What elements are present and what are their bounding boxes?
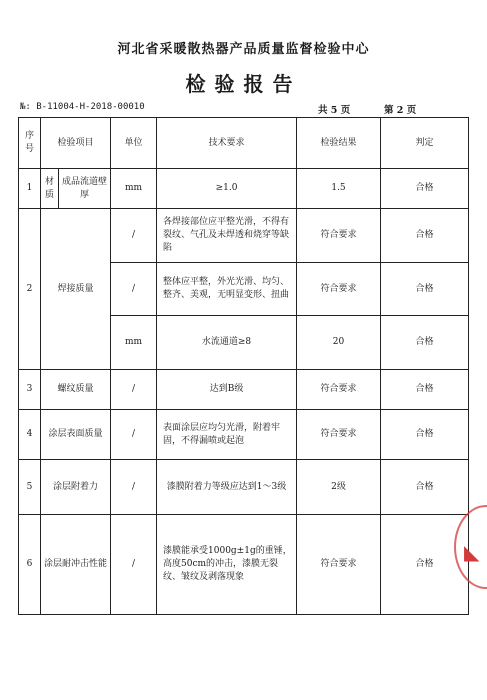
header-no: 序号 bbox=[19, 118, 41, 169]
total-pages: 共 5 页 bbox=[318, 105, 351, 116]
row-item: 螺纹质量 bbox=[41, 370, 111, 410]
row-unit: / bbox=[111, 515, 157, 615]
row-result: 符合要求 bbox=[297, 263, 381, 316]
header-item: 检验项目 bbox=[41, 118, 111, 169]
report-number: №: B-11004-H-2018-00010 bbox=[20, 102, 145, 112]
row-verdict: 合格 bbox=[381, 169, 469, 209]
row-requirement: 表面涂层应均匀光滑，附着牢固，不得漏喷或起泡 bbox=[157, 410, 297, 460]
row-unit: / bbox=[111, 263, 157, 316]
row-requirement: 整体应平整，外光光滑、均匀、整齐、美观，无明显变形、扭曲 bbox=[157, 263, 297, 316]
row-verdict: 合格 bbox=[381, 263, 469, 316]
row-verdict: 合格 bbox=[381, 370, 469, 410]
seal-mark-icon: ◣ bbox=[464, 540, 480, 564]
row-unit: mm bbox=[111, 316, 157, 370]
table-row bbox=[19, 370, 469, 410]
row-unit: / bbox=[111, 460, 157, 515]
table-row bbox=[19, 410, 469, 460]
row-unit: / bbox=[111, 370, 157, 410]
row-result: 符合要求 bbox=[297, 370, 381, 410]
row-requirement: 达到B级 bbox=[157, 370, 297, 410]
row-result: 20 bbox=[297, 316, 381, 370]
row-verdict: 合格 bbox=[381, 515, 469, 615]
row-result: 符合要求 bbox=[297, 209, 381, 263]
row-item: 成品流道壁厚 bbox=[59, 169, 111, 209]
page-number: 第 2 页 bbox=[384, 105, 417, 116]
row-unit: / bbox=[111, 209, 157, 263]
row-requirement: 漆膜能承受1000g±1g的重锤，高度50cm的冲击，漆膜无裂纹、皱纹及剥落现象 bbox=[157, 515, 297, 615]
row-unit: / bbox=[111, 410, 157, 460]
row-unit: mm bbox=[111, 169, 157, 209]
row-result: 符合要求 bbox=[297, 410, 381, 460]
header-result: 检验结果 bbox=[297, 118, 381, 169]
row-verdict: 合格 bbox=[381, 316, 469, 370]
row-requirement: 各焊接部位应平整光滑，不得有裂纹、气孔及未焊透和烧穿等缺陷 bbox=[157, 209, 297, 263]
row-item: 涂层附着力 bbox=[41, 460, 111, 515]
row-no: 2 bbox=[19, 209, 41, 370]
organization-name: 河北省采暖散热器产品质量监督检验中心 bbox=[117, 42, 370, 57]
table-header-row bbox=[19, 118, 469, 169]
row-no: 1 bbox=[19, 169, 41, 209]
row-no: 4 bbox=[19, 410, 41, 460]
row-requirement: 水流通道≥8 bbox=[157, 316, 297, 370]
table-row bbox=[19, 169, 469, 209]
row-item-category: 材质 bbox=[41, 169, 59, 209]
header-verdict: 判定 bbox=[381, 118, 469, 169]
row-result: 符合要求 bbox=[297, 515, 381, 615]
row-verdict: 合格 bbox=[381, 209, 469, 263]
row-item: 涂层耐冲击性能 bbox=[41, 515, 111, 615]
report-title: 检验报告 bbox=[185, 72, 302, 96]
row-item: 焊接质量 bbox=[41, 209, 111, 370]
table-row bbox=[19, 515, 469, 615]
inspection-table bbox=[18, 117, 469, 615]
row-item: 涂层表面质量 bbox=[41, 410, 111, 460]
row-verdict: 合格 bbox=[381, 460, 469, 515]
row-no: 6 bbox=[19, 515, 41, 615]
row-result: 2级 bbox=[297, 460, 381, 515]
table-row bbox=[19, 209, 469, 263]
header-requirement: 技术要求 bbox=[157, 118, 297, 169]
table-row bbox=[19, 460, 469, 515]
row-result: 1.5 bbox=[297, 169, 381, 209]
row-no: 3 bbox=[19, 370, 41, 410]
row-no: 5 bbox=[19, 460, 41, 515]
row-requirement: ≥1.0 bbox=[157, 169, 297, 209]
header-unit: 单位 bbox=[111, 118, 157, 169]
row-verdict: 合格 bbox=[381, 410, 469, 460]
row-requirement: 漆膜附着力等级应达到1～3级 bbox=[157, 460, 297, 515]
